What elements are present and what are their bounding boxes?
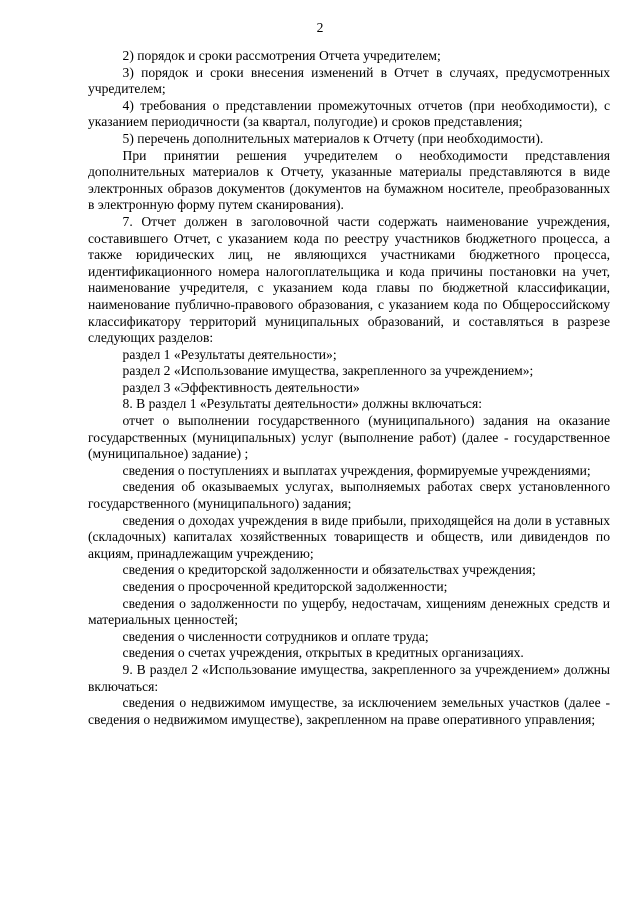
document-body bbox=[88, 48, 610, 728]
paragraph: сведения о численности сотрудников и оплате труда; bbox=[122, 628, 429, 644]
paragraph: сведения о недвижимом имуществе, за исключением земельных участков (далее - сведения о недвижимом имуществе), закрепленном на праве оперативного управления; bbox=[88, 695, 610, 727]
paragraph: 8. В раздел 1 «Результаты деятельности» должны включаться: bbox=[122, 396, 482, 412]
paragraph: отчет о выполнении государственного (муниципального) задания на оказание государственных (муниципальных) услуг (выполнение работ) (далее - государственное (муниципальное) задание) ; bbox=[88, 413, 610, 462]
paragraph: сведения о доходах учреждения в виде прибыли, приходящейся на доли в уставных (складочных) капиталах хозяйственных товариществ и обществ, или дивидендов по акциям, принадлежащим учреждению; bbox=[88, 512, 610, 561]
page-number: 2 bbox=[316, 20, 324, 35]
paragraph: раздел 1 «Результаты деятельности»; bbox=[122, 346, 337, 362]
paragraph: сведения о кредиторской задолженности и обязательствах учреждения; bbox=[122, 562, 536, 578]
paragraph: 7. Отчет должен в заголовочной части содержать наименование учреждения, составившего Отчет, с указанием кода по реестру участников бюджетного процесса, а также юридических лиц, не являющихся участниками бюджетного процесса, идентификационного номера налогоплательщика и кода причины постановки на учет, наименование учредителя, с указанием кода главы по бюджетной классификации, наименование публично-правового образования, с указанием кода по Общероссийскому классификатору территорий муниципальных образований, и составляться в разрезе следующих разделов: bbox=[88, 213, 610, 346]
paragraph: 5) перечень дополнительных материалов к Отчету (при необходимости). bbox=[122, 130, 544, 146]
paragraph: раздел 2 «Использование имущества, закрепленного за учреждением»; bbox=[122, 363, 534, 379]
paragraph: сведения о просроченной кредиторской задолженности; bbox=[122, 579, 448, 594]
paragraph: сведения об оказываемых услугах, выполняемых работах сверх установленного государственного (муниципального) задания; bbox=[88, 479, 610, 512]
paragraph: сведения о счетах учреждения, открытых в кредитных организациях. bbox=[122, 645, 524, 661]
paragraph: раздел 3 «Эффективность деятельности» bbox=[122, 379, 360, 395]
paragraph: 3) порядок и сроки внесения изменений в Отчет в случаях, предусмотренных учредителем; bbox=[88, 64, 610, 97]
paragraph: 9. В раздел 2 «Использование имущества, закрепленного за учреждением» должны включаться: bbox=[88, 661, 610, 694]
paragraph: 2) порядок и сроки рассмотрения Отчета учредителем; bbox=[122, 48, 441, 63]
paragraph: сведения о поступлениях и выплатах учреждения, формируемые учреждениями; bbox=[122, 462, 591, 478]
paragraph: При принятии решения учредителем о необходимости представления дополнительных материалов к Отчету, указанные материалы представляются в виде электронных образов документов (документов на бумажном носителе, преобразованных в электронную форму путем сканирования). bbox=[88, 147, 610, 213]
paragraph: сведения о задолженности по ущербу, недостачам, хищениям денежных средств и материальных ценностей; bbox=[88, 595, 610, 628]
paragraph: 4) требования о представлении промежуточных отчетов (при необходимости), с указанием периодичности (за квартал, полугодие) и сроков представления; bbox=[88, 97, 610, 130]
